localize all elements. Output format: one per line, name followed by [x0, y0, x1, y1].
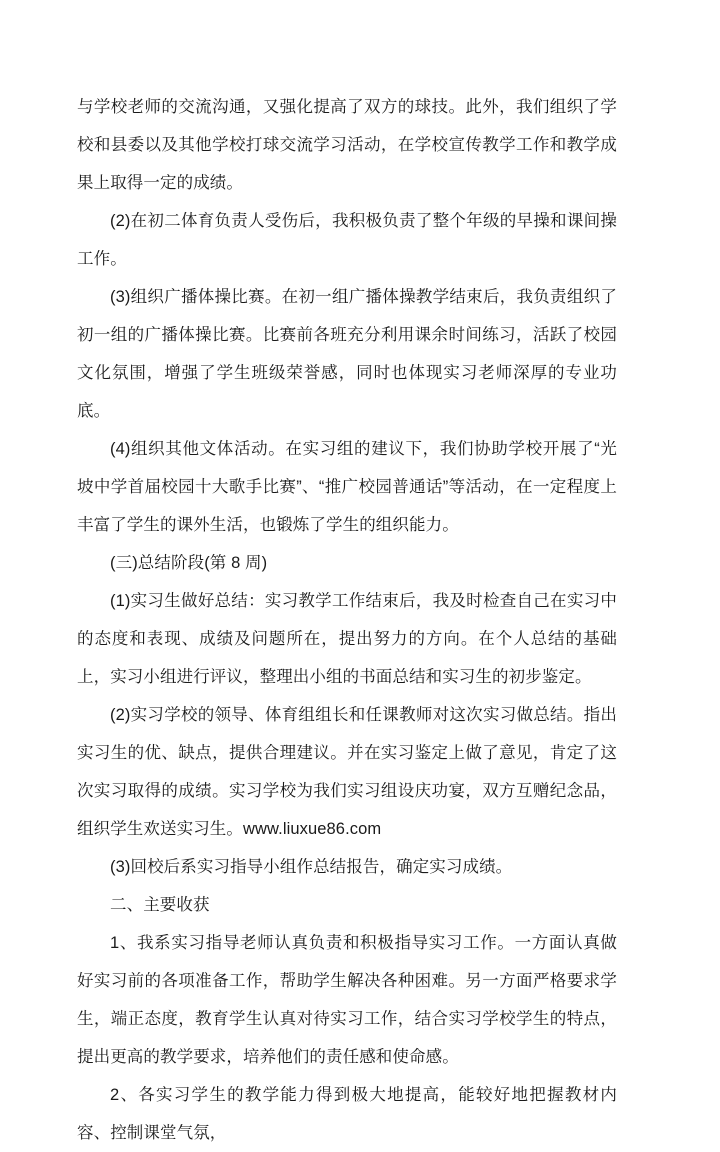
paragraph-summary-item-3: (3)回校后系实习指导小组作总结报告，确定实习成绩。: [110, 858, 513, 876]
paragraph-gain-2: 2、各实习学生的教学能力得到极大地提高，能较好地把握教材内容、控制课堂气氛，: [77, 1086, 617, 1142]
paragraph-summary-item-1: (1)实习生做好总结：实习教学工作结束后，我及时检查自己在实习中的态度和表现、成绩及问题所在，提出努力的方向。在个人总结的基础上，实习小组进行评议，整理出小组的书面总结和实习生的初步鉴定。: [77, 592, 617, 686]
paragraph-item-2: (2)在初二体育负责人受伤后，我积极负责了整个年级的早操和课间操工作。: [77, 212, 617, 268]
paragraph-continuation: 与学校老师的交流沟通，又强化提高了双方的球技。此外，我们组织了学校和县委以及其他学校打球交流学习活动，在学校宣传教学工作和教学成果上取得一定的成绩。: [77, 98, 617, 192]
paragraph-item-4: (4)组织其他文体活动。在实习组的建议下，我们协助学校开展了“光坡中学首届校园十大歌手比赛”、“推广校园普通话”等活动，在一定程度上丰富了学生的课外生活，也锻炼了学生的组织能力。: [77, 440, 617, 534]
paragraph-heading-main-gains: 二、主要收获: [110, 896, 210, 914]
paragraph-gain-1: 1、我系实习指导老师认真负责和积极指导实习工作。一方面认真做好实习前的各项准备工作，帮助学生解决各种困难。另一方面严格要求学生，端正态度，教育学生认真对待实习工作，结合实习学校学生的特点，提出更高的教学要求，培养他们的责任感和使命感。: [77, 934, 617, 1066]
document-text-body: [77, 88, 617, 1152]
paragraph-section-heading-summary-stage: (三)总结阶段(第 8 周): [110, 554, 268, 572]
paragraph-item-3: (3)组织广播体操比赛。在初一组广播体操教学结束后，我负责组织了初一组的广播体操比赛。比赛前各班充分利用课余时间练习，活跃了校园文化氛围，增强了学生班级荣誉感，同时也体现实习老师深厚的专业功底。: [77, 288, 617, 420]
paragraph-summary-item-2: (2)实习学校的领导、体育组组长和任课教师对这次实习做总结。指出实习生的优、缺点，提供合理建议。并在实习鉴定上做了意见，肯定了这次实习取得的成绩。实习学校为我们实习组设庆功宴，双方互赠纪念品，组织学生欢送实习生。www.liuxue86.com: [77, 706, 617, 838]
